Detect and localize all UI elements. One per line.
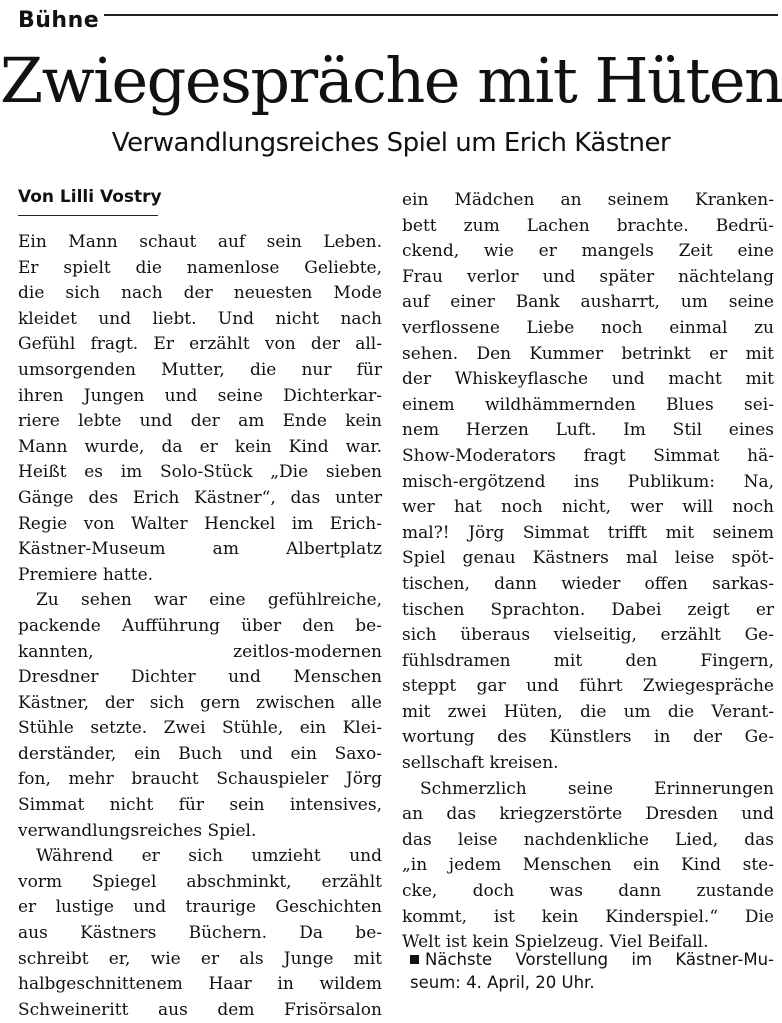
next-performance-note bbox=[410, 948, 774, 994]
article-line: einem wildhämmernden Blues sei- bbox=[402, 394, 774, 415]
article-line: sich überaus vielseitig, erzählt Ge- bbox=[402, 625, 774, 646]
bullet-icon bbox=[410, 955, 419, 964]
article-line: vorm Spiegel abschminkt, erzählt bbox=[18, 871, 382, 892]
article-line: Frau verlor und später nächtelang bbox=[402, 266, 774, 287]
article-line: Heißt es im Solo-Stück „Die sieben bbox=[18, 462, 382, 483]
article-line: Premiere hatte. bbox=[18, 564, 154, 585]
article-line: cke, doch was dann zustande bbox=[402, 881, 774, 902]
article-line: sellschaft kreisen. bbox=[402, 753, 559, 774]
note-text: Nächste Vorstellung im Kästner-Mu- bbox=[425, 950, 774, 969]
article-line: Schweineritt aus dem Frisörsalon bbox=[18, 999, 382, 1020]
article-line: Zu sehen war eine gefühlreiche, bbox=[36, 590, 382, 611]
article-line: Spiel genau Kästners mal leise spöt- bbox=[402, 548, 774, 569]
article-line: Gänge des Erich Kästner“, das unter bbox=[18, 487, 382, 508]
article-line: die sich nach der neuesten Mode bbox=[18, 283, 382, 304]
article-line: kommt, ist kein Kinderspiel.“ Die bbox=[402, 906, 774, 927]
headline: Zwiegespräche mit Hüten bbox=[0, 44, 782, 117]
article-line: riere lebte und der am Ende kein bbox=[18, 411, 382, 432]
article-line: Gefühl fragt. Er erzählt von der all- bbox=[18, 334, 382, 355]
article-line: wortung des Künstlers in der Ge- bbox=[402, 727, 774, 748]
article-line: ein Mädchen an seinem Kranken- bbox=[402, 190, 774, 210]
article-line: Stühle setzte. Zwei Stühle, ein Klei- bbox=[18, 718, 382, 739]
article-line: Während er sich umzieht und bbox=[36, 846, 382, 867]
article-line: Kästner-Museum am Albertplatz bbox=[18, 539, 382, 560]
article-line: „in jedem Menschen ein Kind ste- bbox=[402, 855, 774, 876]
article-line: mal?! Jörg Simmat trifft mit seinem bbox=[402, 522, 774, 543]
article-column-right bbox=[402, 188, 774, 956]
article-line: kleidet und liebt. Und nicht nach bbox=[18, 308, 382, 329]
article-column-left bbox=[18, 230, 382, 1023]
article-line: tischen Sprachton. Dabei zeigt er bbox=[402, 599, 774, 620]
note-line bbox=[410, 948, 774, 971]
article-line: umsorgenden Mutter, die nur für bbox=[18, 359, 382, 380]
article-line: das leise nachdenkliche Lied, das bbox=[402, 829, 774, 850]
note-line: seum: 4. April, 20 Uhr. bbox=[410, 973, 595, 992]
article-line: Show-Moderators fragt Simmat hä- bbox=[402, 445, 774, 466]
article-line: derständer, ein Buch und ein Saxo- bbox=[18, 743, 382, 764]
article-line: Schmerzlich seine Erinnerungen bbox=[420, 778, 774, 799]
section-label: Bühne bbox=[18, 8, 100, 33]
article-line: steppt gar und führt Zwiegespräche bbox=[402, 676, 774, 697]
section-rule bbox=[104, 14, 778, 16]
article-line: ihren Jungen und seine Dichterkar- bbox=[18, 385, 382, 406]
article-line: er lustige und traurige Geschichten bbox=[18, 897, 382, 918]
article-line: Ein Mann schaut auf sein Leben. bbox=[18, 232, 382, 252]
article-line: Dresdner Dichter und Menschen bbox=[18, 667, 382, 688]
subheadline: Verwandlungsreiches Spiel um Erich Kästner bbox=[111, 128, 671, 158]
article-line: packende Aufführung über den be- bbox=[18, 615, 382, 636]
article-line: tischen, dann wieder offen sarkas- bbox=[402, 573, 774, 594]
article-line: an das kriegzerstörte Dresden und bbox=[402, 804, 774, 825]
article-line: schreibt er, wie er als Junge mit bbox=[18, 948, 382, 969]
article-line: sehen. Den Kummer betrinkt er mit bbox=[402, 343, 774, 364]
byline: Von Lilli Vostry bbox=[18, 187, 162, 207]
article-line: der Whiskeyflasche und macht mit bbox=[402, 369, 774, 390]
article-line: Kästner, der sich gern zwischen alle bbox=[18, 692, 382, 713]
article-line: verflossene Liebe noch einmal zu bbox=[402, 317, 774, 338]
article-line: kannten, zeitlos-modernen bbox=[18, 641, 382, 662]
article-line: verwandlungsreiches Spiel. bbox=[18, 820, 257, 841]
article-line: mit zwei Hüten, die um die Verant- bbox=[402, 701, 774, 722]
article-line: fühlsdramen mit den Fingern, bbox=[402, 650, 774, 671]
article-line: auf einer Bank ausharrt, um seine bbox=[402, 292, 774, 313]
article-line: Mann wurde, da er kein Kind war. bbox=[18, 436, 382, 457]
article-line: Welt ist kein Spielzeug. Viel Beifall. bbox=[402, 932, 709, 953]
article-line: aus Kästners Büchern. Da be- bbox=[18, 923, 382, 944]
article-line: nem Herzen Luft. Im Stil eines bbox=[402, 420, 774, 441]
article-line: wer hat noch nicht, wer will noch bbox=[402, 497, 774, 518]
article-line: misch-ergötzend ins Publikum: Na, bbox=[402, 471, 774, 492]
article-line: halbgeschnittenem Haar in wildem bbox=[18, 974, 382, 995]
byline-rule bbox=[18, 215, 158, 216]
article-line: bett zum Lachen brachte. Bedrü- bbox=[402, 215, 774, 236]
article-line: fon, mehr braucht Schauspieler Jörg bbox=[18, 769, 382, 790]
article-line: Regie von Walter Henckel im Erich- bbox=[18, 513, 382, 534]
article-line: Er spielt die namenlose Geliebte, bbox=[18, 257, 382, 278]
article-line: Simmat nicht für sein intensives, bbox=[18, 795, 382, 816]
article-line: ckend, wie er mangels Zeit eine bbox=[402, 241, 774, 262]
